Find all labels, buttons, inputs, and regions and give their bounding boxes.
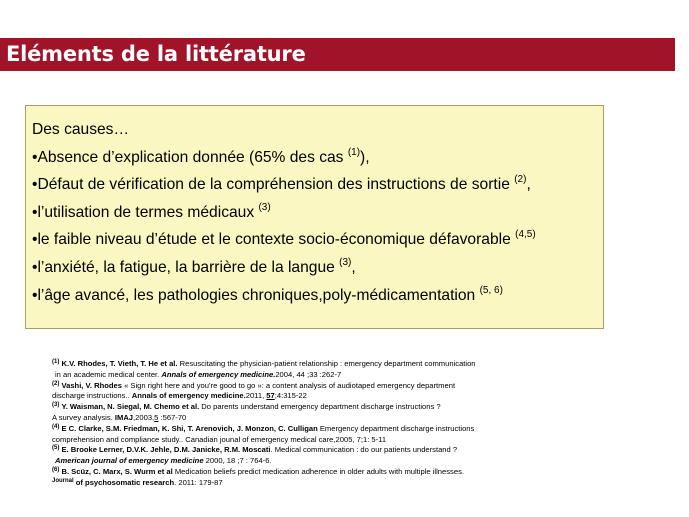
reference-1: $^{(1)}$ K.V. Rhodes, T. Vieth, T. He et al. Resuscitating the physician-patient relationship : emergency department communication xyxy=(52,359,476,368)
cause-item: •l’anxiété, la fatigue, la barrière de la langue $^{(3)}$, xyxy=(32,256,356,276)
slide-title: Eléments de la littérature xyxy=(6,42,306,66)
causes-list xyxy=(32,116,536,309)
reference-1-cont: in an academic medical center. Annals of emergency medicine.2004, 44 ;33 :262-7 xyxy=(55,369,342,379)
reference-2: $^{(2)}$ Vashi, V. Rhodes « Sign right here and you’re good to go »: a content analysis of audiotaped emergency department xyxy=(52,380,456,390)
cause-item: •Défaut de vérification de la compréhension des instructions de sortie $^{(2)}$, xyxy=(32,174,531,194)
cause-item: •l’âge avancé, les pathologies chroniques,poly-médicamentation $^{(5, 6)}$ xyxy=(32,284,503,304)
cause-item: •Absence d’explication donnée (65% des cas $^{(1)}$), xyxy=(32,146,370,166)
title-bar xyxy=(0,38,675,71)
reference-3: $^{(3)}$ Y. Waisman, N. Siegal, M. Chemo et al. Do parents understand emergency department discharge instructions ? xyxy=(52,402,441,412)
reference-5-cont: American journal of emergency medicine 2000, 18 ;7 : 764-6. xyxy=(55,456,272,466)
reference-6-cont: $^{Journal}$ of psychosomatic research. 2011: 179-87 xyxy=(52,477,223,487)
causes-box xyxy=(25,105,604,329)
reference-2-cont: discharge instructions.. Annals of emergency medicine.2011, 57;4:315-22 xyxy=(52,391,307,401)
reference-5: $^{(5)}$ E. Brooke Lerner, D.V.K. Jehle, D.M. Janicke, R.M. Moscati. Medical communication : do our patients understand ? xyxy=(52,445,458,455)
causes-intro: Des causes… xyxy=(32,121,130,138)
cause-item: •le faible niveau d’étude et le contexte socio-économique défavorable $^{(4,5)}$ xyxy=(32,229,536,249)
reference-3-cont: A survey analysis. IMAJ,2003,5 :567-70 xyxy=(52,412,187,422)
reference-4-cont: comprehension and compliance study.. Canadian jounal of emergency medical care,2005, 7;1: 5-11 xyxy=(52,434,387,444)
reference-6: $^{(6)}$ B. Scüz, C. Marx, S. Wurm et al Medication beliefs predict medication adherence in older adults with multiple illnesses. xyxy=(52,466,464,476)
reference-4: $^{(4)}$ E C. Clarke, S.M. Friedman, K. Shi, T. Arenovich, J. Monzon, C. Culligan Emergency department discharge instructions xyxy=(52,423,475,433)
cause-item: •l’utilisation de termes médicaux $^{(3)}$ xyxy=(32,201,271,221)
references xyxy=(52,359,672,489)
